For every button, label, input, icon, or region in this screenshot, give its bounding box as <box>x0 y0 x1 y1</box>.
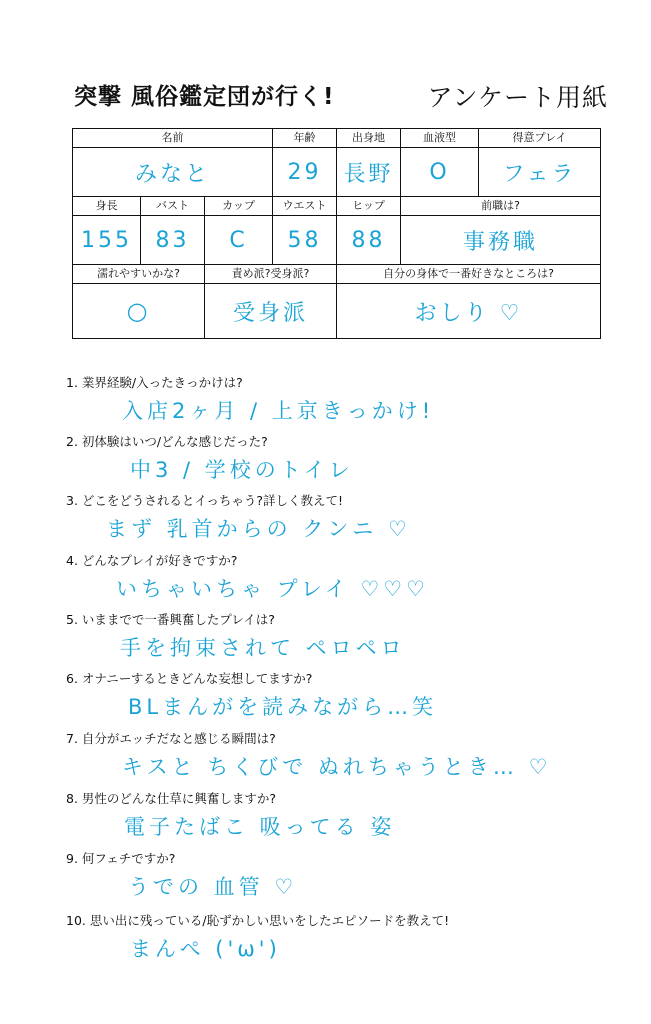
label-age: 年齢 <box>273 129 337 148</box>
question-text: 4. どんなプレイが好きですか? <box>66 553 238 568</box>
question-10 <box>66 912 606 964</box>
question-4 <box>66 552 606 604</box>
value-name: みなと <box>73 148 273 197</box>
value-wet-easily: ○ <box>73 284 205 339</box>
answer-text: 電子たばこ 吸ってる 姿 <box>124 815 396 839</box>
question-text: 1. 業界経験/入ったきっかけは? <box>66 375 243 390</box>
answer-text: いちゃいちゃ プレイ ♡♡♡ <box>116 577 429 601</box>
value-hip: 88 <box>337 216 401 265</box>
question-text: 3. どこをどうされるとイっちゃう?詳しく教えて! <box>66 493 344 508</box>
label-name: 名前 <box>73 129 273 148</box>
form-name: アンケート用紙 <box>427 83 608 112</box>
question-text: 7. 自分がエッチだなと感じる瞬間は? <box>66 731 276 746</box>
question-text: 9. 何フェチですか? <box>66 851 176 866</box>
label-cup: カップ <box>205 197 273 216</box>
question-text: 8. 男性のどんな仕草に興奮しますか? <box>66 791 277 806</box>
value-bust: 83 <box>141 216 205 265</box>
page-title: 突撃 風俗鑑定団が行く! <box>74 84 335 110</box>
label-favorite-play: 得意プレイ <box>479 129 601 148</box>
question-text: 2. 初体験はいつ/どんな感じだった? <box>66 434 268 449</box>
question-8 <box>66 790 606 842</box>
label-waist: ウエスト <box>273 197 337 216</box>
label-hometown: 出身地 <box>337 129 401 148</box>
answer-text: 手を拘束されて ペロペロ <box>120 636 406 660</box>
value-blood-type: O <box>401 148 479 197</box>
header <box>74 72 614 122</box>
answer-text: まず 乳首からの クンニ ♡ <box>106 517 411 541</box>
question-text: 6. オナニーするときどんな妄想してますか? <box>66 671 313 686</box>
question-text: 10. 思い出に残っている/恥ずかしい思いをしたエピソードを教えて! <box>66 913 450 928</box>
value-previous-job: 事務職 <box>401 216 601 265</box>
label-favorite-body-part: 自分の身体で一番好きなところは? <box>337 265 601 284</box>
question-6 <box>66 670 606 722</box>
label-previous-job: 前職は? <box>401 197 601 216</box>
label-blood-type: 血液型 <box>401 129 479 148</box>
value-dom-sub: 受身派 <box>205 284 337 339</box>
value-favorite-play: フェラ <box>479 148 601 197</box>
label-wet-easily: 濡れやすいかな? <box>73 265 205 284</box>
value-waist: 58 <box>273 216 337 265</box>
value-height: 155 <box>73 216 141 265</box>
value-hometown: 長野 <box>337 148 401 197</box>
question-9 <box>66 850 606 902</box>
question-2 <box>66 433 606 485</box>
question-text: 5. いままでで一番興奮したプレイは? <box>66 612 275 627</box>
label-hip: ヒップ <box>337 197 401 216</box>
answer-text: 入店2ヶ月 / 上京きっかけ! <box>122 399 435 423</box>
answer-text: BLまんがを読みながら…笑 <box>128 695 438 719</box>
profile-table <box>72 128 601 339</box>
label-dom-sub: 責め派?受身派? <box>205 265 337 284</box>
label-bust: バスト <box>141 197 205 216</box>
question-7 <box>66 730 606 782</box>
label-height: 身長 <box>73 197 141 216</box>
question-3 <box>66 492 606 544</box>
value-age: 29 <box>273 148 337 197</box>
question-5 <box>66 611 606 663</box>
answer-text: まんぺ ('ω') <box>130 937 281 961</box>
question-1 <box>66 374 606 426</box>
value-favorite-body-part: おしり ♡ <box>337 284 601 339</box>
value-cup: C <box>205 216 273 265</box>
answer-text: キスと ちくびで ぬれちゃうとき… ♡ <box>122 755 552 779</box>
answer-text: 中3 / 学校のトイレ <box>130 458 354 482</box>
answer-text: うでの 血管 ♡ <box>128 875 298 899</box>
